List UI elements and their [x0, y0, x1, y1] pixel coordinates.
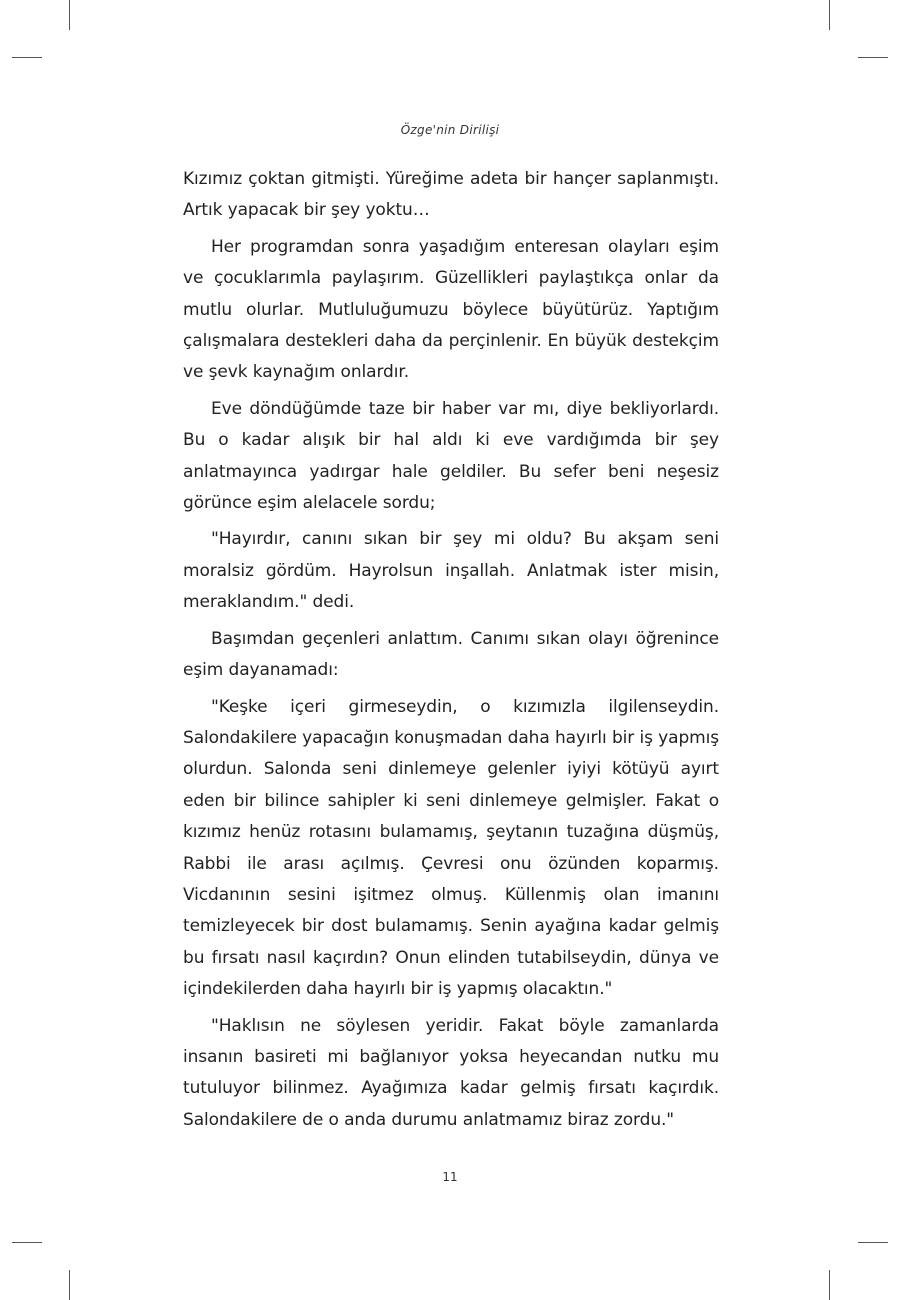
paragraph: "Haklısın ne söylesen yeridir. Fakat böyle zamanlarda insanın basireti mi bağlanıyor yoksa heyecandan nutku mu tutuluyor bilinmez. Ayağımıza kadar gelmiş fırsatı kaçırdık. Salondakilere de o anda durumu anlatmamız biraz zordu." — [183, 1015, 719, 1130]
paragraph: Her programdan sonra yaşadığım enteresan olayları eşim ve çocuklarımla paylaşırım. Güzellikleri paylaştıkça onlar da mutlu olurlar. Mutluluğumuzu böylece büyütürüz. Yaptığım çalışmalara destekleri daha da perçinlenir. En büyük destekçim ve şevk kaynağım onlardır. — [183, 236, 719, 383]
crop-mark-top-right-h — [858, 57, 888, 58]
crop-mark-bottom-left-h — [12, 1242, 42, 1243]
paragraph: Kızımız çoktan gitmişti. Yüreğime adeta bir hançer saplanmıştı. Artık yapacak bir şey yoktu… — [183, 169, 719, 221]
running-head: Özge'nin Dirilişi — [400, 123, 500, 137]
paragraph: Başımdan geçenleri anlattım. Canımı sıkan olayı öğrenince eşim dayanamadı: — [183, 628, 719, 681]
paragraph: "Hayırdır, canını sıkan bir şey mi oldu? Bu akşam seni moralsiz gördüm. Hayrolsun inşallah. Anlatmak ister misin, meraklandım." dedi. — [183, 529, 719, 613]
paragraph: "Keşke içeri girmeseydin, o kızımızla ilgilenseydin. Salondakilere yapacağın konuşmadan daha hayırlı bir iş yapmış olurdun. Salonda seni dinlemeye gelenler iyiyi kötüyü ayırt eden bir bilince sahipler ki seni dinlemeye gelmişler. Fakat o kızımız henüz rotasını bulamamış, şeytanın tuzağına düşmüş, Rabbi ile arası açılmış. Çevresi onu özünden koparmış. Vicdanının sesini işitmez olmuş. Küllenmiş olan imanını temizleyecek bir dost bulamamış. Senin ayağına kadar gelmiş bu fırsatı nasıl kaçırdın? Onun elinden tutabilseydin, dünya ve içindekilerden daha hayırlı bir iş yapmış olacaktın." — [183, 696, 719, 1000]
crop-mark-top-right — [829, 0, 830, 30]
crop-mark-top-left — [69, 0, 70, 30]
crop-mark-bottom-right-h — [858, 1242, 888, 1243]
body-text — [183, 164, 719, 1141]
page-number: 11 — [442, 1170, 458, 1184]
crop-mark-top-left-h — [12, 57, 42, 58]
crop-mark-bottom-right — [829, 1270, 830, 1300]
crop-mark-bottom-left — [69, 1270, 70, 1300]
paragraph: Eve döndüğümde taze bir haber var mı, diye bekliyorlardı. Bu o kadar alışık bir hal aldı ki eve vardığımda bir şey anlatmayınca yadırgar hale geldiler. Bu sefer beni neşesiz görünce eşim alelacele sordu; — [183, 398, 719, 514]
